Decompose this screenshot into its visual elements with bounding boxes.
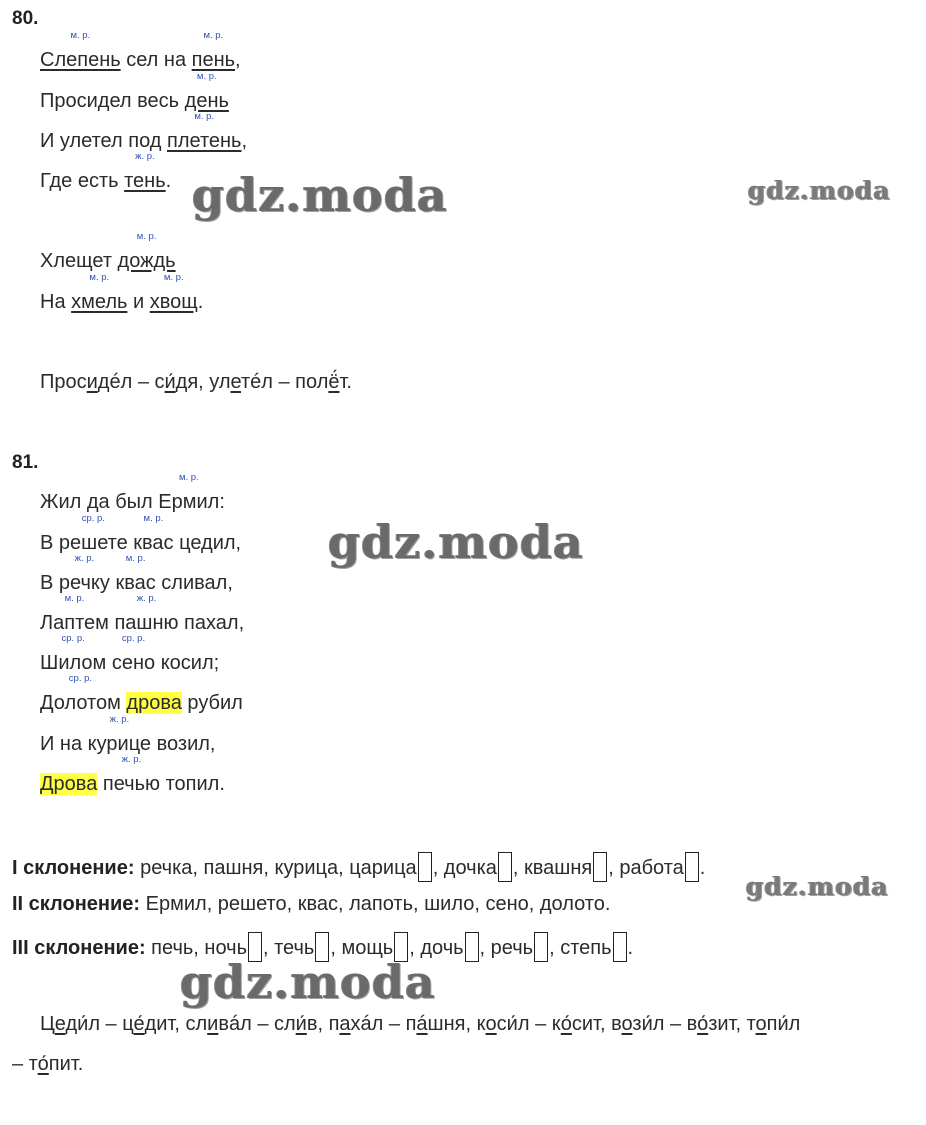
poem-81-line-5: ср. р. Шилом ср. р. сено косил; <box>40 633 220 674</box>
root-check-80: Просидéл – си́дя, улетéл – полё́т. <box>40 371 352 393</box>
gender-tag: ср. р. <box>121 633 146 644</box>
noun-pen: м. р. пень <box>191 30 236 71</box>
gender-tag: м. р. <box>136 231 157 242</box>
poem-80-line-3: И улетел под м. р. плетень, <box>40 111 248 152</box>
poem-81-line-7: И на ж. р. курице возил, <box>40 714 216 755</box>
ending-box <box>534 932 548 962</box>
gender-tag: м. р. <box>203 30 224 41</box>
root-check-81-line-1: Цеди́л – це́дит, сливáл – сли́в, пахáл – пáшня, коси́л – ко́сит, вози́л – во́зит, топи́л <box>40 1013 801 1035</box>
gender-tag: ср. р. <box>68 673 93 684</box>
poem-80-line-2: Просидел весь м. р. день <box>40 71 229 112</box>
gender-tag: м. р. <box>163 272 184 283</box>
noun-khvoshch: м. р. хвощ <box>149 272 198 313</box>
gender-tag: м. р. <box>125 553 146 564</box>
declension-first: I склонение: речка, пашня, курица, царица , дочка , квашня , работа . <box>12 852 705 882</box>
watermark: gdz.moda <box>328 515 584 569</box>
gender-tag: ж. р. <box>136 593 157 604</box>
gender-tag: ср. р. <box>81 513 105 524</box>
poem-81-line-1: Жил да был м. р. Ермил: <box>40 472 225 513</box>
poem-80-line-4: Где есть ж. р. тень. <box>40 151 172 192</box>
gender-tag: ср. р. <box>61 633 85 644</box>
noun-khmel: м. р. хмель <box>71 272 128 313</box>
noun-kvas: м. р. квас <box>133 513 174 554</box>
noun-den: м. р. день <box>184 71 229 112</box>
poem-80-line-6: На м. р. хмель и м. р. хвощ. <box>40 272 204 313</box>
ending-box <box>613 932 627 962</box>
noun-dozhd: м. р. дождь <box>117 231 176 272</box>
poem-81-line-2: В ср. р. решете м. р. квас цедил, <box>40 513 242 554</box>
gender-tag: м. р. <box>70 30 91 41</box>
gender-tag: ж. р. <box>121 754 142 765</box>
ending-box <box>685 852 699 882</box>
noun-kvas: м. р. квас <box>115 553 156 594</box>
noun-dolotom: ср. р. Долотом <box>40 673 121 714</box>
noun-rechku: ж. р. речку <box>58 553 110 594</box>
noun-ten: ж. р. тень <box>124 151 166 192</box>
poem-80-line-5: Хлещет м. р. дождь <box>40 231 176 272</box>
declension-second: II склонение: Ермил, решето, квас, лапоть, шило, сено, долото. <box>12 893 611 915</box>
exercise-81-number: 81. <box>12 452 39 473</box>
exercise-80-number: 80. <box>12 8 39 29</box>
noun-kuritse: ж. р. курице <box>87 714 152 755</box>
watermark: gdz.moda <box>180 955 436 1009</box>
ending-box <box>593 852 607 882</box>
watermark: gdz.moda <box>748 176 891 205</box>
watermark: gdz.moda <box>192 168 448 222</box>
gender-tag: м. р. <box>178 472 199 483</box>
watermark: gdz.moda <box>746 872 889 901</box>
gender-tag: ж. р. <box>74 553 95 564</box>
highlighted-word: Дрова <box>40 773 98 795</box>
gender-tag: м. р. <box>64 593 85 604</box>
ending-box <box>465 932 479 962</box>
noun-pechyu: ж. р. печью <box>102 754 161 795</box>
root-check-81-line-2: – то́пит. <box>12 1053 84 1075</box>
gender-tag: м. р. <box>196 71 217 82</box>
poem-81-line-4: м. р. Лаптем ж. р. пашню пахал, <box>40 593 245 634</box>
declension-third: III склонение: печь, ночь , течь , мощь , дочь , речь , степь . <box>12 932 633 962</box>
noun-laptem: м. р. Лаптем <box>40 593 109 634</box>
gender-tag: ж. р. <box>135 151 155 162</box>
gender-tag: м. р. <box>89 272 110 283</box>
noun-pleten: м. р. плетень <box>166 111 242 152</box>
poem-81-line-8: Дрова ж. р. печью топил. <box>40 754 225 795</box>
ending-box <box>498 852 512 882</box>
noun-shilom: ср. р. Шилом <box>40 633 107 674</box>
noun-slepen: м. р. Слепень <box>40 30 121 71</box>
poem-80-line-1: м. р. Слепень сел на м. р. пень, <box>40 30 241 71</box>
gender-tag: ж. р. <box>109 714 130 725</box>
poem-81-line-6: ср. р. Долотом дрова рубил <box>40 673 243 714</box>
poem-81-line-3: В ж. р. речку м. р. квас сливал, <box>40 553 233 594</box>
ending-box <box>418 852 432 882</box>
highlighted-word: дрова <box>126 692 182 714</box>
noun-ermil: м. р. Ермил <box>158 472 220 513</box>
noun-reshete: ср. р. решете <box>58 513 128 554</box>
noun-pashnyu: ж. р. пашню <box>114 593 179 634</box>
gender-tag: м. р. <box>143 513 164 524</box>
noun-seno: ср. р. сено <box>111 633 156 674</box>
gender-tag: м. р. <box>194 111 215 122</box>
